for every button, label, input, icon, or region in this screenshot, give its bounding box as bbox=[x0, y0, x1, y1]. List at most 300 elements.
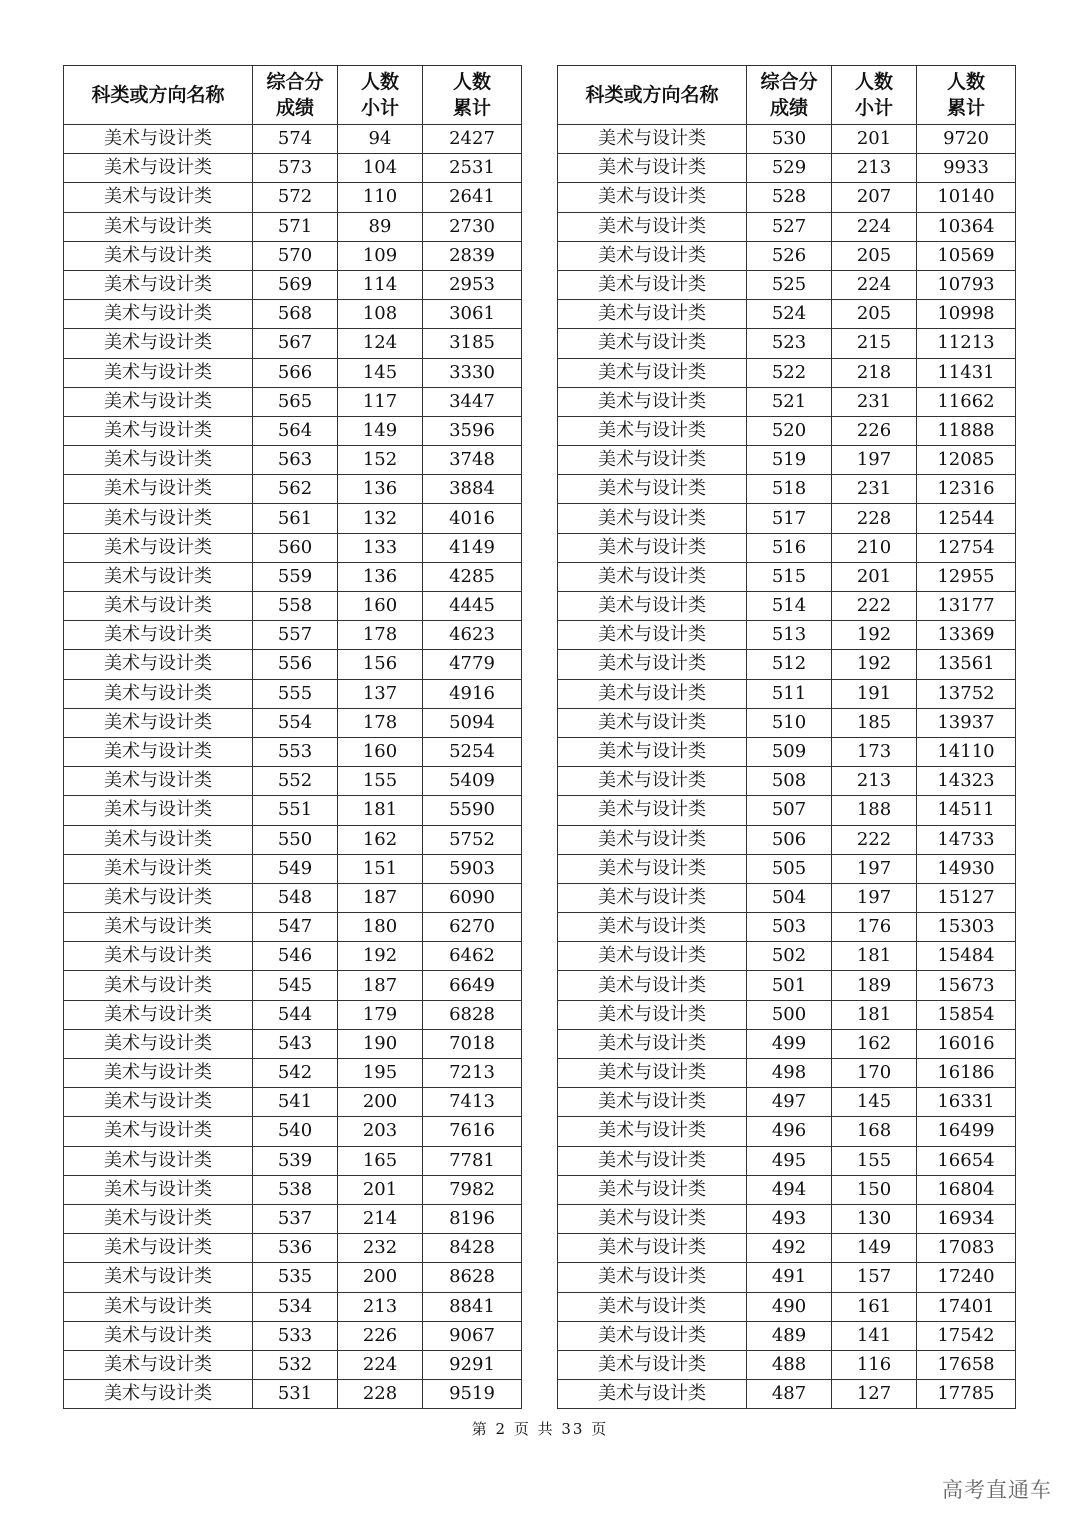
cell-cumulative: 12316 bbox=[917, 475, 1016, 504]
table-row bbox=[64, 1059, 522, 1088]
cell-score: 518 bbox=[747, 475, 832, 504]
cell-category: 美术与设计类 bbox=[64, 971, 253, 1000]
cell-cumulative: 4623 bbox=[423, 621, 522, 650]
cell-category: 美术与设计类 bbox=[558, 1350, 747, 1379]
cell-score: 495 bbox=[747, 1146, 832, 1175]
cell-score: 549 bbox=[253, 854, 338, 883]
cell-count: 149 bbox=[338, 416, 423, 445]
table-row bbox=[558, 621, 1016, 650]
cell-cumulative: 13752 bbox=[917, 679, 1016, 708]
cell-score: 562 bbox=[253, 475, 338, 504]
cell-count: 89 bbox=[338, 212, 423, 241]
cell-category: 美术与设计类 bbox=[558, 883, 747, 912]
cell-cumulative: 9933 bbox=[917, 154, 1016, 183]
cell-category: 美术与设计类 bbox=[64, 183, 253, 212]
cell-category: 美术与设计类 bbox=[64, 446, 253, 475]
table-row bbox=[64, 825, 522, 854]
cell-category: 美术与设计类 bbox=[558, 416, 747, 445]
cell-category: 美术与设计类 bbox=[558, 1175, 747, 1204]
table-row bbox=[558, 767, 1016, 796]
cell-cumulative: 14511 bbox=[917, 796, 1016, 825]
cell-score: 572 bbox=[253, 183, 338, 212]
cell-count: 214 bbox=[338, 1204, 423, 1233]
cell-cumulative: 11431 bbox=[917, 358, 1016, 387]
cell-score: 535 bbox=[253, 1263, 338, 1292]
table-row bbox=[64, 592, 522, 621]
cell-count: 130 bbox=[832, 1204, 917, 1233]
table-row bbox=[64, 1146, 522, 1175]
cell-count: 145 bbox=[832, 1088, 917, 1117]
cell-cumulative: 13177 bbox=[917, 592, 1016, 621]
cell-category: 美术与设计类 bbox=[558, 1292, 747, 1321]
cell-cumulative: 5590 bbox=[423, 796, 522, 825]
cell-category: 美术与设计类 bbox=[558, 1234, 747, 1263]
cell-cumulative: 5903 bbox=[423, 854, 522, 883]
cell-count: 201 bbox=[338, 1175, 423, 1204]
header-count: 人数 小计 bbox=[338, 66, 423, 125]
table-row bbox=[558, 125, 1016, 154]
table-row bbox=[64, 416, 522, 445]
cell-score: 513 bbox=[747, 621, 832, 650]
cell-category: 美术与设计类 bbox=[64, 212, 253, 241]
cell-score: 536 bbox=[253, 1234, 338, 1263]
cell-cumulative: 5094 bbox=[423, 708, 522, 737]
cell-score: 497 bbox=[747, 1088, 832, 1117]
table-row bbox=[558, 533, 1016, 562]
cell-category: 美术与设计类 bbox=[64, 241, 253, 270]
score-table-left bbox=[63, 65, 522, 1409]
cell-cumulative: 5254 bbox=[423, 737, 522, 766]
table-row bbox=[558, 387, 1016, 416]
cell-category: 美术与设计类 bbox=[558, 737, 747, 766]
cell-count: 127 bbox=[832, 1380, 917, 1409]
cell-score: 527 bbox=[747, 212, 832, 241]
cell-count: 104 bbox=[338, 154, 423, 183]
cell-count: 156 bbox=[338, 650, 423, 679]
cell-category: 美术与设计类 bbox=[64, 504, 253, 533]
cell-score: 557 bbox=[253, 621, 338, 650]
cell-cumulative: 17401 bbox=[917, 1292, 1016, 1321]
cell-category: 美术与设计类 bbox=[64, 387, 253, 416]
cell-count: 200 bbox=[338, 1263, 423, 1292]
table-row bbox=[64, 329, 522, 358]
cell-category: 美术与设计类 bbox=[64, 942, 253, 971]
cell-category: 美术与设计类 bbox=[64, 1204, 253, 1233]
cell-category: 美术与设计类 bbox=[64, 125, 253, 154]
cell-category: 美术与设计类 bbox=[558, 125, 747, 154]
cell-cumulative: 3185 bbox=[423, 329, 522, 358]
cell-score: 573 bbox=[253, 154, 338, 183]
cell-count: 179 bbox=[338, 1000, 423, 1029]
cell-count: 132 bbox=[338, 504, 423, 533]
cell-category: 美术与设计类 bbox=[558, 1029, 747, 1058]
table-row bbox=[64, 1117, 522, 1146]
cell-category: 美术与设计类 bbox=[64, 416, 253, 445]
cell-count: 108 bbox=[338, 300, 423, 329]
table-row bbox=[558, 1059, 1016, 1088]
cell-score: 499 bbox=[747, 1029, 832, 1058]
cell-cumulative: 9720 bbox=[917, 125, 1016, 154]
cell-count: 141 bbox=[832, 1321, 917, 1350]
cell-count: 213 bbox=[832, 154, 917, 183]
cell-score: 503 bbox=[747, 913, 832, 942]
cell-score: 528 bbox=[747, 183, 832, 212]
cell-count: 162 bbox=[338, 825, 423, 854]
table-row bbox=[558, 270, 1016, 299]
table-header-row bbox=[64, 66, 522, 125]
table-row bbox=[64, 796, 522, 825]
cell-count: 181 bbox=[832, 942, 917, 971]
table-row bbox=[558, 1380, 1016, 1409]
cell-score: 501 bbox=[747, 971, 832, 1000]
cell-score: 493 bbox=[747, 1204, 832, 1233]
table-row bbox=[64, 913, 522, 942]
cell-score: 529 bbox=[747, 154, 832, 183]
table-row bbox=[558, 212, 1016, 241]
cell-count: 176 bbox=[832, 913, 917, 942]
cell-score: 534 bbox=[253, 1292, 338, 1321]
cell-count: 180 bbox=[338, 913, 423, 942]
table-row bbox=[64, 767, 522, 796]
table-row bbox=[64, 270, 522, 299]
cell-score: 491 bbox=[747, 1263, 832, 1292]
table-row bbox=[558, 300, 1016, 329]
cell-cumulative: 14110 bbox=[917, 737, 1016, 766]
cell-score: 530 bbox=[747, 125, 832, 154]
cell-cumulative: 7781 bbox=[423, 1146, 522, 1175]
cell-score: 514 bbox=[747, 592, 832, 621]
cell-category: 美术与设计类 bbox=[558, 1263, 747, 1292]
cell-score: 537 bbox=[253, 1204, 338, 1233]
cell-category: 美术与设计类 bbox=[558, 708, 747, 737]
cell-cumulative: 17785 bbox=[917, 1380, 1016, 1409]
cell-score: 487 bbox=[747, 1380, 832, 1409]
header-score: 综合分 成绩 bbox=[747, 66, 832, 125]
cell-category: 美术与设计类 bbox=[558, 183, 747, 212]
cell-count: 197 bbox=[832, 446, 917, 475]
cell-cumulative: 13561 bbox=[917, 650, 1016, 679]
cell-cumulative: 16016 bbox=[917, 1029, 1016, 1058]
cell-cumulative: 7018 bbox=[423, 1029, 522, 1058]
cell-cumulative: 8196 bbox=[423, 1204, 522, 1233]
cell-count: 195 bbox=[338, 1059, 423, 1088]
cell-score: 556 bbox=[253, 650, 338, 679]
cell-count: 133 bbox=[338, 533, 423, 562]
cell-cumulative: 6828 bbox=[423, 1000, 522, 1029]
cell-score: 542 bbox=[253, 1059, 338, 1088]
cell-category: 美术与设计类 bbox=[558, 592, 747, 621]
cell-category: 美术与设计类 bbox=[64, 533, 253, 562]
cell-cumulative: 4149 bbox=[423, 533, 522, 562]
header-count: 人数 小计 bbox=[832, 66, 917, 125]
cell-score: 522 bbox=[747, 358, 832, 387]
cell-count: 232 bbox=[338, 1234, 423, 1263]
cell-category: 美术与设计类 bbox=[64, 592, 253, 621]
cell-score: 531 bbox=[253, 1380, 338, 1409]
cell-category: 美术与设计类 bbox=[558, 475, 747, 504]
cell-score: 504 bbox=[747, 883, 832, 912]
cell-category: 美术与设计类 bbox=[64, 329, 253, 358]
table-row bbox=[558, 737, 1016, 766]
cell-count: 205 bbox=[832, 241, 917, 270]
table-row bbox=[558, 592, 1016, 621]
table-row bbox=[64, 387, 522, 416]
cell-cumulative: 5409 bbox=[423, 767, 522, 796]
cell-category: 美术与设计类 bbox=[558, 387, 747, 416]
table-row bbox=[64, 679, 522, 708]
cell-category: 美术与设计类 bbox=[64, 1146, 253, 1175]
cell-count: 218 bbox=[832, 358, 917, 387]
cell-category: 美术与设计类 bbox=[64, 679, 253, 708]
cell-count: 224 bbox=[832, 212, 917, 241]
table-row bbox=[558, 1175, 1016, 1204]
cell-cumulative: 16934 bbox=[917, 1204, 1016, 1233]
cell-count: 192 bbox=[338, 942, 423, 971]
cell-count: 215 bbox=[832, 329, 917, 358]
cell-count: 228 bbox=[832, 504, 917, 533]
table-row bbox=[558, 1088, 1016, 1117]
cell-cumulative: 14323 bbox=[917, 767, 1016, 796]
cell-count: 213 bbox=[832, 767, 917, 796]
table-row bbox=[558, 475, 1016, 504]
cell-category: 美术与设计类 bbox=[64, 1321, 253, 1350]
cell-score: 544 bbox=[253, 1000, 338, 1029]
cell-category: 美术与设计类 bbox=[64, 796, 253, 825]
cell-score: 533 bbox=[253, 1321, 338, 1350]
cell-cumulative: 8841 bbox=[423, 1292, 522, 1321]
cell-category: 美术与设计类 bbox=[64, 300, 253, 329]
table-row bbox=[64, 125, 522, 154]
cell-count: 226 bbox=[338, 1321, 423, 1350]
cell-score: 548 bbox=[253, 883, 338, 912]
cell-score: 525 bbox=[747, 270, 832, 299]
cell-category: 美术与设计类 bbox=[64, 708, 253, 737]
cell-category: 美术与设计类 bbox=[558, 329, 747, 358]
cell-cumulative: 15303 bbox=[917, 913, 1016, 942]
cell-cumulative: 17658 bbox=[917, 1350, 1016, 1379]
table-row bbox=[64, 708, 522, 737]
cell-category: 美术与设计类 bbox=[64, 154, 253, 183]
cell-count: 161 bbox=[832, 1292, 917, 1321]
cell-cumulative: 2839 bbox=[423, 241, 522, 270]
cell-count: 157 bbox=[832, 1263, 917, 1292]
cell-cumulative: 4016 bbox=[423, 504, 522, 533]
table-row bbox=[558, 1117, 1016, 1146]
cell-cumulative: 4445 bbox=[423, 592, 522, 621]
cell-cumulative: 16804 bbox=[917, 1175, 1016, 1204]
table-row bbox=[64, 1292, 522, 1321]
table-row bbox=[558, 241, 1016, 270]
cell-cumulative: 2531 bbox=[423, 154, 522, 183]
table-row bbox=[558, 971, 1016, 1000]
cell-score: 567 bbox=[253, 329, 338, 358]
cell-count: 165 bbox=[338, 1146, 423, 1175]
table-row bbox=[558, 1292, 1016, 1321]
cell-category: 美术与设计类 bbox=[64, 1292, 253, 1321]
cell-count: 150 bbox=[832, 1175, 917, 1204]
cell-count: 155 bbox=[832, 1146, 917, 1175]
table-row bbox=[64, 446, 522, 475]
cell-count: 178 bbox=[338, 621, 423, 650]
cell-cumulative: 14930 bbox=[917, 854, 1016, 883]
table-header-row bbox=[558, 66, 1016, 125]
cell-score: 541 bbox=[253, 1088, 338, 1117]
table-row bbox=[64, 650, 522, 679]
cell-cumulative: 6649 bbox=[423, 971, 522, 1000]
table-row bbox=[64, 1088, 522, 1117]
cell-score: 498 bbox=[747, 1059, 832, 1088]
cell-count: 224 bbox=[832, 270, 917, 299]
cell-cumulative: 6462 bbox=[423, 942, 522, 971]
cell-count: 151 bbox=[338, 854, 423, 883]
table-row bbox=[558, 154, 1016, 183]
cell-count: 136 bbox=[338, 562, 423, 591]
cell-cumulative: 4285 bbox=[423, 562, 522, 591]
cell-count: 136 bbox=[338, 475, 423, 504]
cell-category: 美术与设计类 bbox=[64, 270, 253, 299]
table-row bbox=[64, 1175, 522, 1204]
header-category: 科类或方向名称 bbox=[64, 66, 253, 125]
cell-cumulative: 10140 bbox=[917, 183, 1016, 212]
cell-category: 美术与设计类 bbox=[558, 270, 747, 299]
cell-count: 116 bbox=[832, 1350, 917, 1379]
cell-count: 210 bbox=[832, 533, 917, 562]
cell-cumulative: 15673 bbox=[917, 971, 1016, 1000]
cell-count: 226 bbox=[832, 416, 917, 445]
cell-count: 155 bbox=[338, 767, 423, 796]
header-cumulative: 人数 累计 bbox=[917, 66, 1016, 125]
cell-cumulative: 9519 bbox=[423, 1380, 522, 1409]
table-body-left bbox=[64, 125, 522, 1409]
table-row bbox=[558, 883, 1016, 912]
cell-cumulative: 7213 bbox=[423, 1059, 522, 1088]
cell-category: 美术与设计类 bbox=[558, 504, 747, 533]
cell-count: 185 bbox=[832, 708, 917, 737]
table-row bbox=[64, 562, 522, 591]
cell-cumulative: 10998 bbox=[917, 300, 1016, 329]
table-row bbox=[64, 475, 522, 504]
cell-cumulative: 2427 bbox=[423, 125, 522, 154]
cell-count: 231 bbox=[832, 475, 917, 504]
score-table-right bbox=[557, 65, 1016, 1409]
cell-score: 569 bbox=[253, 270, 338, 299]
cell-count: 192 bbox=[832, 621, 917, 650]
cell-count: 187 bbox=[338, 883, 423, 912]
table-row bbox=[558, 1000, 1016, 1029]
cell-category: 美术与设计类 bbox=[64, 1088, 253, 1117]
cell-score: 565 bbox=[253, 387, 338, 416]
cell-score: 524 bbox=[747, 300, 832, 329]
header-score: 综合分 成绩 bbox=[253, 66, 338, 125]
cell-cumulative: 12955 bbox=[917, 562, 1016, 591]
cell-count: 187 bbox=[338, 971, 423, 1000]
table-row bbox=[558, 358, 1016, 387]
cell-count: 152 bbox=[338, 446, 423, 475]
table-row bbox=[558, 329, 1016, 358]
table-row bbox=[558, 913, 1016, 942]
cell-count: 160 bbox=[338, 737, 423, 766]
cell-score: 553 bbox=[253, 737, 338, 766]
cell-score: 568 bbox=[253, 300, 338, 329]
cell-cumulative: 3748 bbox=[423, 446, 522, 475]
cell-cumulative: 3447 bbox=[423, 387, 522, 416]
cell-category: 美术与设计类 bbox=[558, 1321, 747, 1350]
cell-score: 552 bbox=[253, 767, 338, 796]
cell-score: 550 bbox=[253, 825, 338, 854]
cell-count: 170 bbox=[832, 1059, 917, 1088]
cell-score: 505 bbox=[747, 854, 832, 883]
cell-cumulative: 16331 bbox=[917, 1088, 1016, 1117]
table-row bbox=[558, 1350, 1016, 1379]
table-row bbox=[64, 737, 522, 766]
cell-category: 美术与设计类 bbox=[558, 942, 747, 971]
cell-category: 美术与设计类 bbox=[558, 679, 747, 708]
cell-count: 181 bbox=[338, 796, 423, 825]
cell-cumulative: 16186 bbox=[917, 1059, 1016, 1088]
table-row bbox=[558, 825, 1016, 854]
table-row bbox=[64, 300, 522, 329]
cell-cumulative: 12085 bbox=[917, 446, 1016, 475]
cell-score: 512 bbox=[747, 650, 832, 679]
cell-score: 488 bbox=[747, 1350, 832, 1379]
cell-score: 526 bbox=[747, 241, 832, 270]
cell-count: 192 bbox=[832, 650, 917, 679]
cell-category: 美术与设计类 bbox=[558, 1000, 747, 1029]
cell-count: 231 bbox=[832, 387, 917, 416]
cell-category: 美术与设计类 bbox=[64, 913, 253, 942]
table-body-right bbox=[558, 125, 1016, 1409]
cell-category: 美术与设计类 bbox=[64, 737, 253, 766]
cell-category: 美术与设计类 bbox=[64, 475, 253, 504]
cell-category: 美术与设计类 bbox=[64, 825, 253, 854]
cell-cumulative: 7982 bbox=[423, 1175, 522, 1204]
table-row bbox=[558, 796, 1016, 825]
table-row bbox=[64, 1380, 522, 1409]
cell-cumulative: 6090 bbox=[423, 883, 522, 912]
cell-category: 美术与设计类 bbox=[558, 533, 747, 562]
table-row bbox=[64, 1263, 522, 1292]
cell-category: 美术与设计类 bbox=[558, 562, 747, 591]
cell-category: 美术与设计类 bbox=[558, 1204, 747, 1233]
cell-category: 美术与设计类 bbox=[558, 1380, 747, 1409]
cell-count: 117 bbox=[338, 387, 423, 416]
table-row bbox=[558, 1146, 1016, 1175]
table-row bbox=[64, 621, 522, 650]
table-row bbox=[64, 1204, 522, 1233]
cell-cumulative: 4779 bbox=[423, 650, 522, 679]
cell-score: 519 bbox=[747, 446, 832, 475]
cell-score: 500 bbox=[747, 1000, 832, 1029]
table-row bbox=[64, 854, 522, 883]
cell-cumulative: 3884 bbox=[423, 475, 522, 504]
cell-score: 539 bbox=[253, 1146, 338, 1175]
cell-category: 美术与设计类 bbox=[558, 154, 747, 183]
cell-count: 203 bbox=[338, 1117, 423, 1146]
cell-score: 509 bbox=[747, 737, 832, 766]
table-row bbox=[64, 504, 522, 533]
table-row bbox=[64, 942, 522, 971]
cell-category: 美术与设计类 bbox=[64, 1175, 253, 1204]
cell-cumulative: 2953 bbox=[423, 270, 522, 299]
cell-cumulative: 17240 bbox=[917, 1263, 1016, 1292]
cell-score: 574 bbox=[253, 125, 338, 154]
cell-score: 564 bbox=[253, 416, 338, 445]
cell-category: 美术与设计类 bbox=[558, 300, 747, 329]
table-row bbox=[558, 942, 1016, 971]
cell-cumulative: 17542 bbox=[917, 1321, 1016, 1350]
cell-score: 492 bbox=[747, 1234, 832, 1263]
cell-score: 570 bbox=[253, 241, 338, 270]
